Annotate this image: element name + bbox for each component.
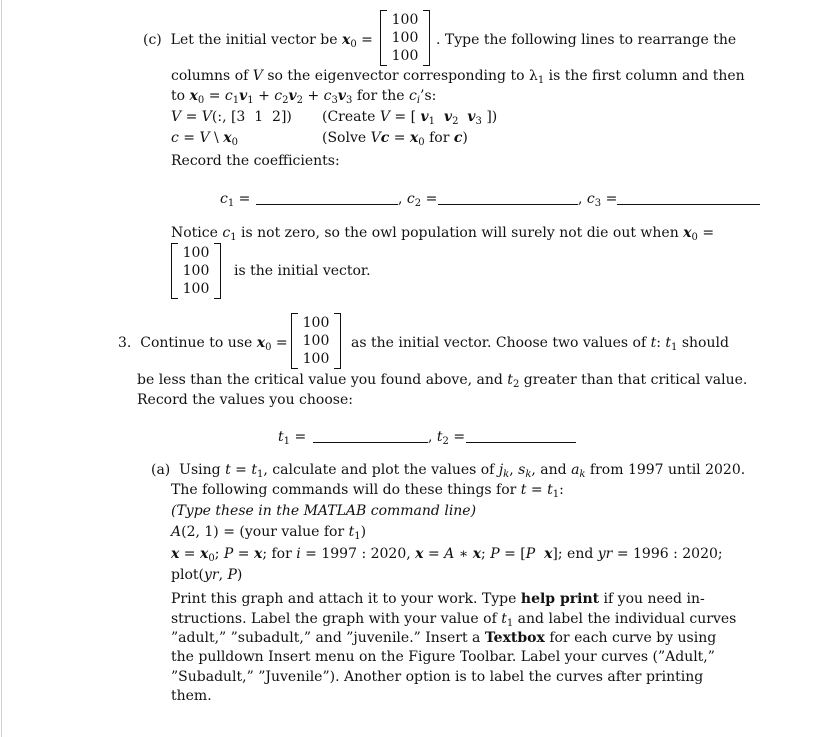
t2-blank[interactable] xyxy=(466,442,576,443)
part-a-line5: $x = x_0$; P = x; for i = 1997 : 2020, x = A ∗ x; P = [P x]; end yr = 1996 : 2020; xyxy=(171,546,723,564)
part-c-after-vector: . Type the following lines to rearrange the xyxy=(436,32,737,48)
part-a-p4: the pulldown Insert menu on the Figure Toolbar. Label your curves (”Adult,” xyxy=(171,649,715,665)
matlab-cmd-1: V = V(:, [3 1 2]) xyxy=(171,109,292,125)
part-c-intro: (c) Let the initial vector be $x_0$ = xyxy=(143,32,373,50)
q3-line2: be less than the critical value you found above, and $t_2$ greater than that critical value. xyxy=(137,372,748,390)
matlab-cmd-2-note: (Solve $Vc = x_0$ for c) xyxy=(322,130,468,148)
part-c-line3: to $x_0 = c_1v_1 + c_2v_2 + c_3v_3$ for the $c_i’s$: xyxy=(171,88,437,106)
t1-label: $t_1$ = xyxy=(278,429,307,447)
part-a-line6: plot(yr, P) xyxy=(171,567,243,583)
part-a-line2: The following commands will do these things for $t = t_1$: xyxy=(171,482,564,500)
c1-blank[interactable] xyxy=(256,204,398,205)
part-a-p3: ”adult,” ”subadult,” and ”juvenile.” Insert a Textbox for each curve by using xyxy=(171,630,717,646)
c2-label: , $c_2$ = xyxy=(398,191,438,209)
q3-intro: 3. Continue to use $x_0$ = xyxy=(118,335,288,353)
vector-x0-notice: 100 100 100 xyxy=(171,243,221,299)
t1-blank[interactable] xyxy=(313,442,428,443)
part-a-line1: (a) Using $t = t_1$, calculate and plot the values of $j_k$, $s_k$, and $a_k$ from 1997 until 2020. xyxy=(151,462,746,480)
c3-label: , $c_3$ = xyxy=(578,191,618,209)
part-a-line3: (Type these in the MATLAB command line) xyxy=(171,503,477,519)
part-a-p1: Print this graph and attach it to your work. Type help print if you need in- xyxy=(171,591,705,607)
t2-label: , $t_2$ = xyxy=(428,429,466,447)
q3-after-vector: as the initial vector. Choose two values of t: $t_1$ should xyxy=(351,335,729,353)
notice-line: Notice $c_1$ is not zero, so the owl population will surely not die out when $x_0$ = xyxy=(171,225,715,243)
notice-initial-vector: is the initial vector. xyxy=(234,263,371,279)
matlab-cmd-1-note: (Create V = [ $v_1$ $v_2$ $v_3$ ]) xyxy=(322,109,498,127)
part-a-p5: ”Subadult,” ”Juvenile”). Another option is to label the curves after printing xyxy=(171,669,704,685)
c3-blank[interactable] xyxy=(617,204,760,205)
page-border xyxy=(1,0,2,737)
q3-line3: Record the values you choose: xyxy=(137,392,353,408)
record-coefficients: Record the coefficients: xyxy=(171,153,340,169)
c2-blank[interactable] xyxy=(438,204,578,205)
part-c-line2: columns of V so the eigenvector corresponding to $\lambda_1$ is the first column and then xyxy=(171,68,745,86)
part-a-p6: them. xyxy=(171,688,212,704)
matlab-cmd-2: c = V \ $x_0$ xyxy=(171,130,238,148)
part-a-line4: A(2, 1) = (your value for $t_1$) xyxy=(171,524,367,542)
vector-x0-c: 100 100 100 xyxy=(380,10,430,66)
part-a-p2: structions. Label the graph with your value of $t_1$ and label the individual curves xyxy=(171,611,737,629)
c1-label: $c_1$ = xyxy=(220,191,251,209)
vector-x0-q3: 100 100 100 xyxy=(291,313,341,369)
